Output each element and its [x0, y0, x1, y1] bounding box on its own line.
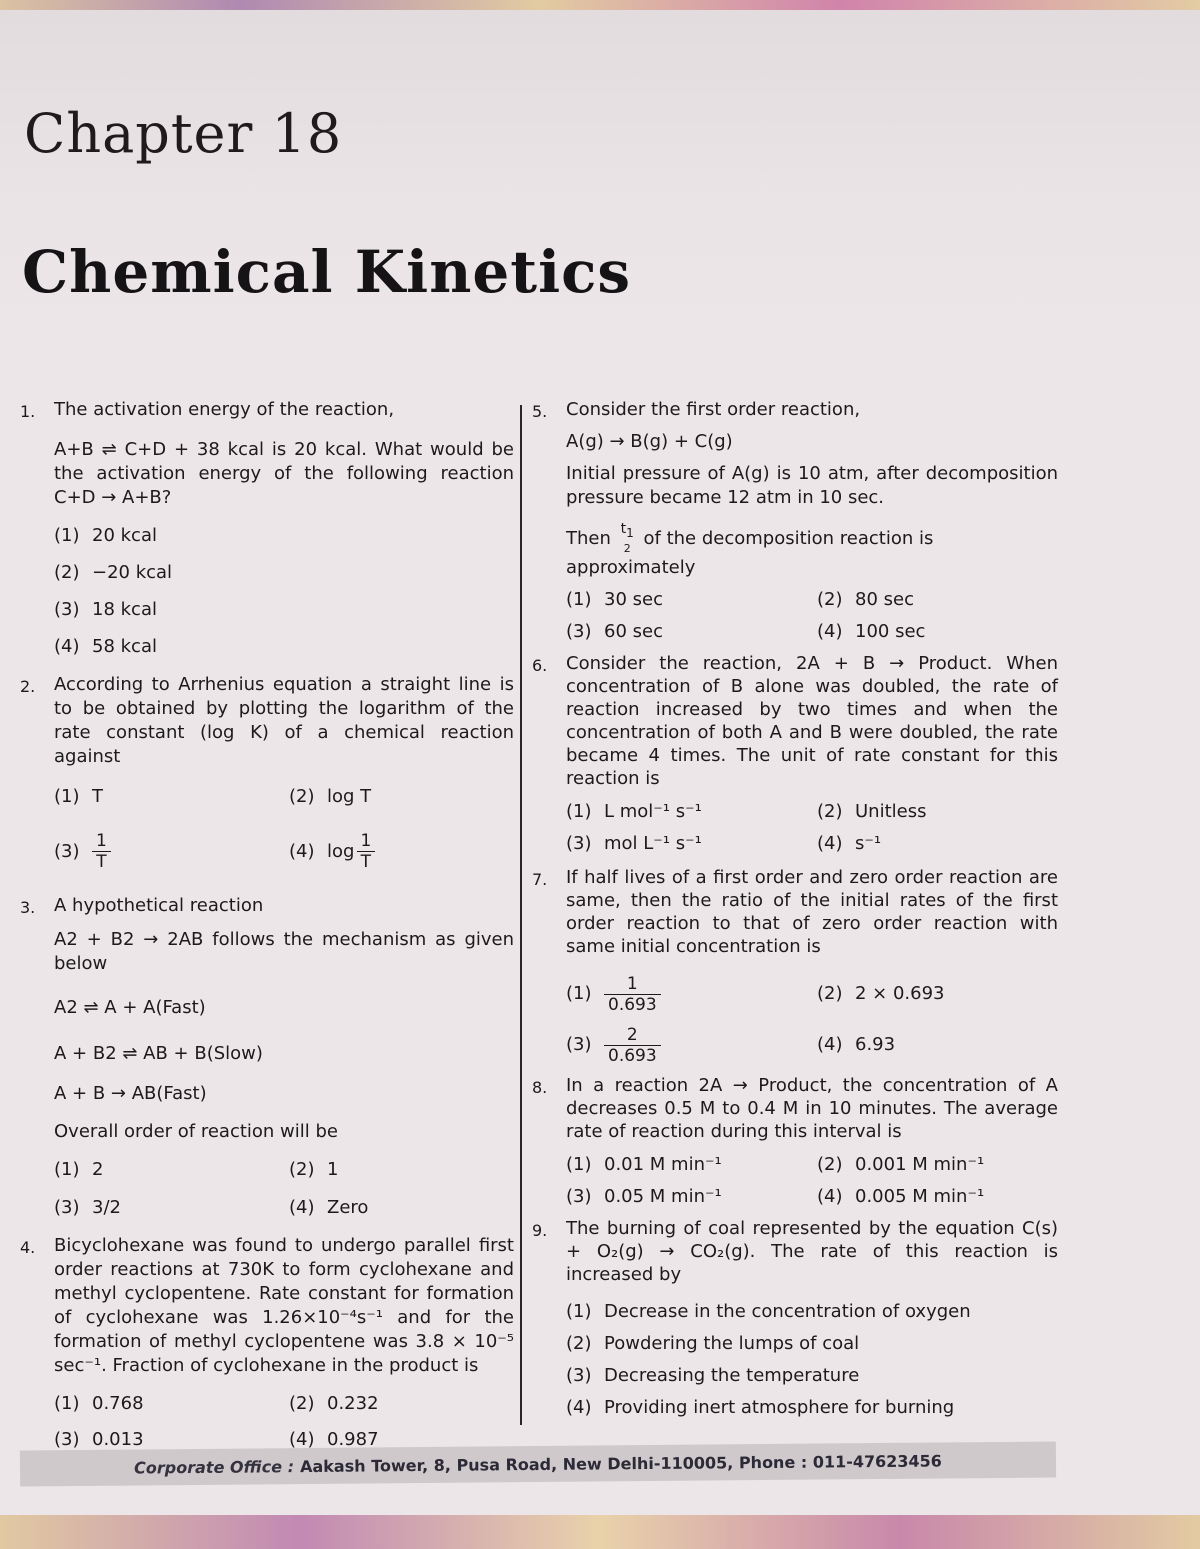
question-number: 3.	[20, 898, 36, 917]
question-9	[530, 1217, 1058, 1420]
chapter-header	[0, 10, 1200, 340]
option-label: (4)	[289, 840, 315, 862]
option	[817, 588, 1058, 612]
question-text: Initial pressure of A(g) is 10 atm, after decomposition pressure became 12 atm in 10 sec.	[566, 463, 1058, 508]
question-3	[18, 894, 514, 1220]
question-number: 8.	[532, 1077, 548, 1097]
option-label: (3)	[54, 840, 80, 862]
option-label: (3)	[566, 1364, 592, 1386]
option-text: 2 × 0.693	[855, 983, 945, 1005]
option-label: (2)	[817, 983, 843, 1005]
mechanism-step: A2 ⇌ A + A(Fast)	[54, 997, 206, 1018]
question-text: If half lives of a first order and zero order reaction are same, then the ratio of the initial rates of the first order reaction to that of zero order reaction with same initial concentration is	[566, 866, 1058, 957]
option-text: 20 kcal	[92, 525, 157, 546]
question-text: The burning of coal represented by the equation C(s) + O₂(g) → CO₂(g). The rate of this reaction is increased by	[566, 1217, 1058, 1285]
option-text: Powdering the lumps of coal	[604, 1332, 860, 1354]
column-divider	[520, 405, 522, 1425]
question-number: 2.	[20, 677, 36, 696]
option	[566, 800, 807, 824]
option-label: (2)	[817, 588, 843, 610]
fraction-denominator: T	[357, 851, 375, 872]
option-label: (4)	[817, 620, 843, 642]
question-4	[18, 1234, 514, 1452]
option	[54, 1196, 279, 1220]
option	[817, 1185, 1058, 1209]
option	[817, 832, 1058, 856]
option-list	[54, 785, 514, 872]
question-text: Bicyclohexane was found to undergo parallel first order reactions at 730K to form cyclohexane and methyl cyclopentene. Rate constant for formation of cyclohexane was 1.26×10⁻⁴s⁻¹ and for the formation of methyl cyclopentene was 3.8 × 10⁻⁵ sec⁻¹. Fraction of cyclohexane in the product is	[54, 1235, 514, 1376]
option-text: −20 kcal	[92, 562, 173, 583]
question-text: In a reaction 2A → Product, the concentration of A decreases 0.5 M to 0.4 M in 10 minutes. The average rate of reaction during this interval is	[566, 1074, 1058, 1142]
mechanism-step: A + B2 ⇌ AB + B(Slow)	[54, 1043, 263, 1064]
question-text: Consider the reaction, 2A + B → Product. When concentration of B alone was doubled, the rate of reaction increased by two times and when the concentration of both A and B were doubled, the rate became 4 times. The unit of rate constant for this reaction is	[566, 652, 1058, 789]
option-label: (1)	[54, 1393, 80, 1414]
option-label: (2)	[289, 1159, 315, 1180]
option	[566, 1025, 807, 1066]
option	[289, 1196, 514, 1220]
option	[566, 1332, 1058, 1356]
fraction	[604, 1025, 661, 1066]
option-text: log T	[327, 786, 372, 807]
option-label: (4)	[289, 1197, 315, 1218]
fraction-numerator: 1	[360, 831, 372, 851]
option-text: mol L⁻¹ s⁻¹	[604, 832, 702, 854]
question-2	[18, 673, 514, 872]
option	[289, 1392, 514, 1416]
option	[54, 635, 514, 659]
option-label: (3)	[566, 1185, 592, 1207]
chapter-number: Chapter 18	[24, 102, 343, 165]
option-list	[54, 524, 514, 659]
option-label: (1)	[566, 800, 592, 822]
option-label: (4)	[54, 636, 80, 657]
option	[817, 620, 1058, 644]
fraction	[604, 974, 661, 1015]
option-text: Decreasing the temperature	[604, 1364, 860, 1386]
option	[289, 785, 514, 809]
question-number: 7.	[532, 869, 548, 889]
option-label: (4)	[817, 832, 843, 854]
question-7	[530, 866, 1058, 1066]
question-number: 9.	[532, 1220, 548, 1240]
option	[289, 831, 514, 872]
question-6	[530, 652, 1058, 856]
option-text: 0.013	[92, 1429, 144, 1450]
option	[566, 1153, 807, 1177]
option-label: (4)	[289, 1429, 315, 1450]
option	[566, 1364, 1058, 1388]
half-life-t-text: t	[620, 521, 627, 537]
option	[566, 1185, 807, 1209]
option-label: (1)	[566, 1153, 592, 1175]
option-label: (3)	[54, 1429, 80, 1450]
option-label: (1)	[54, 525, 80, 546]
option-label: (2)	[817, 800, 843, 822]
option-label: (1)	[566, 588, 592, 610]
option	[54, 831, 279, 872]
option-label: (2)	[54, 562, 80, 583]
question-8	[530, 1074, 1058, 1209]
option-text: Unitless	[855, 800, 927, 822]
option-text: s⁻¹	[855, 832, 882, 854]
option	[566, 620, 807, 644]
fraction-numerator: 1	[96, 831, 107, 851]
option	[817, 1153, 1058, 1177]
option-label: (3)	[54, 599, 80, 620]
option	[566, 974, 807, 1015]
book-page	[0, 10, 1200, 1515]
option	[289, 1158, 514, 1182]
mechanism-step: A + B → AB(Fast)	[54, 1083, 207, 1104]
option-text: 2	[92, 1159, 104, 1180]
option	[54, 561, 514, 585]
left-column	[18, 398, 514, 1458]
question-text-part: Then	[566, 527, 611, 549]
question-1	[18, 398, 514, 659]
option-list	[566, 800, 1058, 856]
question-text: Overall order of reaction will be	[54, 1121, 338, 1142]
option	[54, 785, 279, 809]
option-label: (2)	[566, 1332, 592, 1354]
option-text: 0.768	[92, 1393, 144, 1414]
option	[817, 800, 1058, 824]
question-text: According to Arrhenius equation a straight line is to be obtained by plotting the logarithm of the rate constant (log K) of a chemical reaction against	[54, 674, 514, 767]
option	[817, 1025, 1058, 1066]
option-text: 30 sec	[604, 588, 663, 610]
option-label: (3)	[54, 1197, 80, 1218]
half-life-subscript: 1	[626, 525, 634, 540]
question-text: A+B ⇌ C+D + 38 kcal is 20 kcal. What would be the activation energy of the following reaction C+D → A+B?	[54, 439, 514, 508]
question-number: 4.	[20, 1238, 36, 1257]
question-text-part: of the decomposition reaction is approximately	[566, 527, 934, 578]
option-text: 0.01 M min⁻¹	[604, 1153, 722, 1175]
option-label: (4)	[566, 1396, 592, 1418]
option	[566, 1300, 1058, 1324]
question-text: A2 + B2 → 2AB follows the mechanism as given below	[54, 929, 514, 974]
option	[817, 974, 1058, 1015]
option-text: T	[92, 786, 103, 807]
option-label: (1)	[566, 983, 592, 1005]
option	[566, 588, 807, 612]
option-list	[566, 1300, 1058, 1420]
option-text: 100 sec	[855, 620, 926, 642]
option-text: 18 kcal	[92, 599, 157, 620]
question-text: Consider the first order reaction,	[566, 399, 861, 420]
option-text: 0.005 M min⁻¹	[855, 1185, 985, 1207]
option	[54, 1158, 279, 1182]
right-column	[530, 398, 1058, 1426]
fraction	[356, 831, 375, 872]
option-text: 80 sec	[855, 588, 914, 610]
question-number: 6.	[532, 655, 548, 675]
option-label: (4)	[817, 1034, 843, 1056]
option-text: L mol⁻¹ s⁻¹	[604, 800, 702, 822]
fraction	[92, 831, 111, 872]
option-label: (2)	[289, 1393, 315, 1414]
option-text: Providing inert atmosphere for burning	[604, 1396, 955, 1418]
half-life-symbol	[621, 522, 634, 556]
option-label: (4)	[817, 1185, 843, 1207]
option	[566, 1396, 1058, 1420]
option-list	[566, 974, 1058, 1066]
cloth-background-bottom	[0, 1515, 1200, 1549]
option	[54, 1392, 279, 1416]
option-label: (1)	[566, 1300, 592, 1322]
question-5	[530, 398, 1058, 644]
option-list	[54, 1158, 514, 1220]
option-text: 60 sec	[604, 620, 663, 642]
question-text: A(g) → B(g) + C(g)	[566, 431, 733, 452]
half-life-denominator: 2	[623, 541, 631, 555]
question-text: The activation energy of the reaction,	[54, 399, 395, 420]
option-text: 0.05 M min⁻¹	[604, 1185, 722, 1207]
fraction-denominator: 0.693	[604, 1045, 661, 1066]
option-text: 6.93	[855, 1034, 896, 1056]
option-label: (3)	[566, 1034, 592, 1056]
option	[54, 598, 514, 622]
option-label: (3)	[566, 620, 592, 642]
option	[54, 524, 514, 548]
option-text: Zero	[327, 1197, 369, 1218]
option-label: (2)	[817, 1153, 843, 1175]
question-text: A hypothetical reaction	[54, 895, 264, 916]
option-text: 0.232	[327, 1393, 379, 1414]
option-label: (3)	[566, 832, 592, 854]
footer-label: Corporate Office :	[134, 1456, 295, 1478]
question-text	[566, 522, 1058, 580]
option-text: 1	[327, 1159, 339, 1180]
option-list	[54, 1392, 514, 1452]
option-label: (1)	[54, 1159, 80, 1180]
option-text: 0.001 M min⁻¹	[855, 1153, 985, 1175]
fraction-denominator: 0.693	[604, 994, 661, 1015]
footer-text: Aakash Tower, 8, Pusa Road, New Delhi-110005, Phone : 011-47623456	[299, 1450, 942, 1476]
option-label: (1)	[54, 786, 80, 807]
fraction-numerator: 2	[626, 1024, 638, 1045]
fraction-denominator: T	[92, 851, 110, 872]
option	[566, 832, 807, 856]
question-number: 5.	[532, 402, 548, 421]
option-text: log	[327, 840, 355, 862]
option-list	[566, 1153, 1058, 1209]
option-text: 3/2	[92, 1197, 121, 1218]
option-text: Decrease in the concentration of oxygen	[604, 1300, 971, 1322]
option-list	[566, 588, 1058, 644]
half-life-t	[621, 522, 634, 541]
option-text: 0.987	[327, 1429, 379, 1450]
chapter-title: Chemical Kinetics	[22, 238, 632, 306]
question-number: 1.	[20, 402, 36, 421]
footer-bar	[20, 1441, 1056, 1486]
option-text: 58 kcal	[92, 636, 157, 657]
fraction-numerator: 1	[626, 973, 638, 994]
option-label: (2)	[289, 786, 315, 807]
